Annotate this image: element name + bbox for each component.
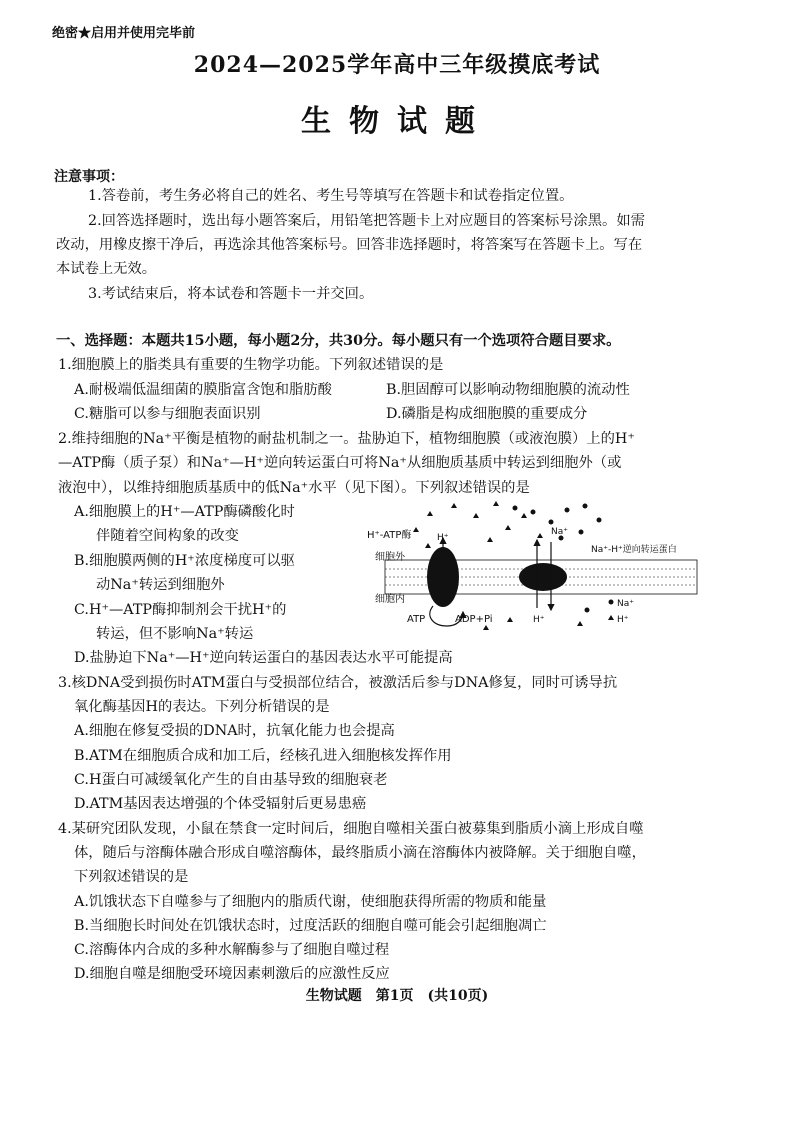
notice-item-2: 2.回答选择题时，选出每小题答案后，用铅笔把答题卡上对应题目的答案标号涂黑。如需 [88,213,645,229]
q2-stem-3: 液泡中），以维持细胞质基质中的低Na⁺水平（见下图）。下列叙述错误的是 [58,480,530,496]
subject-title: 生物试题 [301,104,493,139]
antiporter-protein [519,563,567,591]
q1-option-b: B.胆固醇可以影响动物细胞膜的流动性 [386,382,630,398]
legend-h-label: H⁺ [617,615,629,625]
notice-item-1: 1.答卷前，考生务必将自己的姓名、考生号等填写在答题卡和试卷指定位置。 [88,188,574,204]
q2-option-a-2: 伴随着空间构象的改变 [96,528,239,544]
h-top-label: H⁺ [437,533,449,543]
q4-stem-3: 下列叙述错误的是 [74,869,189,885]
q3-option-d: D.ATM基因表达增强的个体受辐射后更易患癌 [74,796,367,812]
q2-stem-2: —ATP酶（质子泵）和Na⁺—H⁺逆向转运蛋白可将Na⁺从细胞质基质中转运到细胞外（或 [58,455,622,471]
q3-stem-1: 3.核DNA受到损伤时ATM蛋白与受损部位结合，被激活后参与DNA修复，同时可诱导抗 [58,675,618,691]
q1-option-c: C.糖脂可以参与细胞表面识别 [74,406,261,422]
q4-stem-1: 4.某研究团队发现，小鼠在禁食一定时间后，细胞自噬相关蛋白被募集到脂质小滴上形成自噬 [58,821,644,837]
q2-option-b-1: B.细胞膜两侧的H⁺浓度梯度可以驱 [74,553,295,569]
atp-label: ATP [407,614,426,625]
q2-option-c-2: 转运，但不影响Na⁺转运 [96,626,254,642]
h-bottom-label: H⁺ [533,615,545,625]
confidential-mark: 绝密★启用并使用完毕前 [52,26,196,41]
notice-heading: 注意事项： [54,169,124,185]
q2-option-d: D.盐胁迫下Na⁺—H⁺逆向转运蛋白的基因表达水平可能提高 [74,650,453,666]
q2-option-b-2: 动Na⁺转运到细胞外 [96,577,225,593]
q3-option-b: B.ATM在细胞质合成和加工后，经核孔进入细胞核发挥作用 [74,748,452,764]
q1-stem: 1.细胞膜上的脂类具有重要的生物学功能。下列叙述错误的是 [58,357,444,373]
q4-option-b: B.当细胞长时间处在饥饿状态时，过度活跃的细胞自噬可能会引起细胞凋亡 [74,918,547,934]
na-top-label: Na⁺ [551,527,568,537]
membrane-transport-diagram [355,498,715,638]
q1-option-d: D.磷脂是构成细胞膜的重要成分 [386,406,588,422]
legend-h-symbol [608,615,614,620]
q3-option-a: A.细胞在修复受损的DNA时，抗氧化能力也会提高 [74,723,395,739]
exam-title: 2024—2025学年高中三年级摸底考试 [193,52,601,78]
section-heading: 一、选择题：本题共15小题，每小题2分，共30分。每小题只有一个选项符合题目要求。 [56,333,621,349]
inside-label: 细胞内 [375,594,405,605]
adp-label: ADP+Pi [455,614,493,625]
notice-item-2-end: 本试卷上无效。 [56,261,157,277]
legend-na-symbol [609,600,614,605]
notice-item-3: 3.考试结束后，将本试卷和答题卡一并交回。 [88,286,374,302]
q4-option-a: A.饥饿状态下自噬参与了细胞内的脂质代谢，使细胞获得所需的物质和能量 [74,894,547,910]
notice-item-2-cont: 改动，用橡皮擦干净后，再选涂其他答案标号。回答非选择题时，将答案写在答题卡上。写在 [56,237,643,253]
outside-label: 细胞外 [375,552,405,563]
q2-option-a-1: A.细胞膜上的H⁺—ATP酶磷酸化时 [74,504,295,520]
q4-stem-2: 体，随后与溶酶体融合形成自噬溶酶体，最终脂质小滴在溶酶体内被降解。关于细胞自噬， [74,845,646,861]
q4-option-d: D.细胞自噬是细胞受环境因素刺激后的应激性反应 [74,966,390,982]
legend-na-label: Na⁺ [617,599,634,609]
q3-option-c: C.H蛋白可减缓氧化产生的自由基导致的细胞衰老 [74,772,388,788]
q2-stem-1: 2.维持细胞的Na⁺平衡是植物的耐盐机制之一。盐胁迫下，植物细胞膜（或液泡膜）上的H⁺ [58,431,635,447]
q2-option-c-1: C.H⁺—ATP酶抑制剂会干扰H⁺的 [74,602,287,618]
pump-label: H⁺-ATP酶 [367,530,412,541]
q4-option-c: C.溶酶体内合成的多种水解酶参与了细胞自噬过程 [74,942,390,958]
antiporter-label: Na⁺-H⁺逆向转运蛋白 [591,545,677,555]
page-footer: 生物试题 第1页 (共10页) [305,988,489,1004]
q1-option-a: A.耐极端低温细菌的膜脂富含饱和脂肪酸 [74,382,332,398]
q3-stem-2: 氧化酶基因H的表达。下列分析错误的是 [74,699,330,715]
